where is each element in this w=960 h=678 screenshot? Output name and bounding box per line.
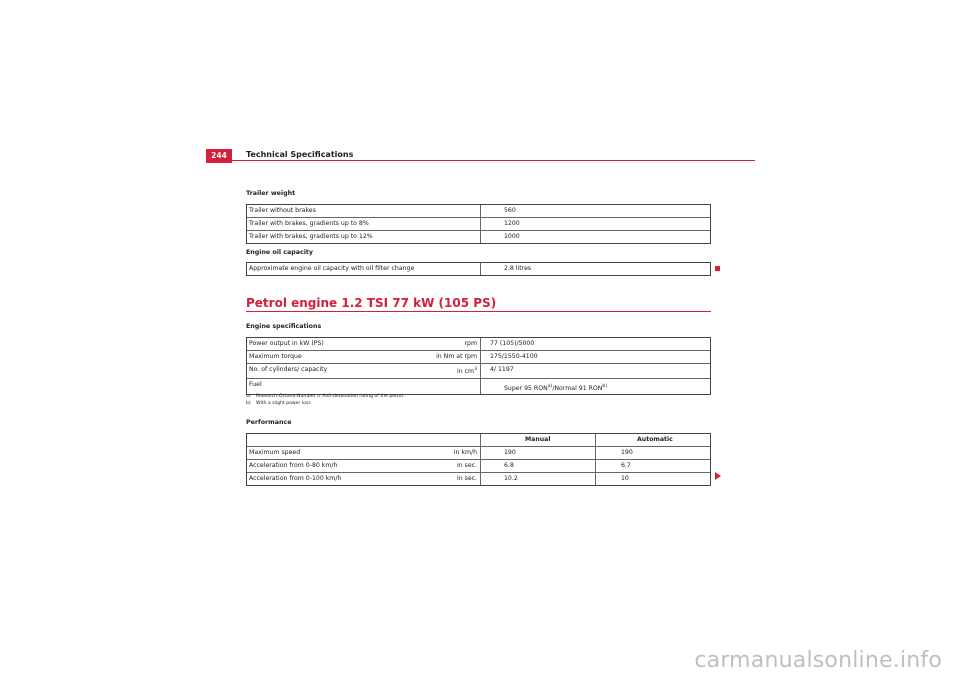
fuel-primary: Super 95 RON (504, 385, 548, 392)
row-label: Approximate engine oil capacity with oil filter change (249, 265, 415, 272)
performance-heading: Performance (246, 419, 292, 426)
footnote-text: Research-Octane-Number = Anti-detonation rating of the petrol. (256, 394, 405, 399)
row-unit (457, 366, 477, 378)
table-row (247, 446, 710, 459)
table-row (247, 263, 710, 275)
row-unit: in km/h (453, 449, 477, 456)
row-value: 4/ 1197 (490, 366, 514, 373)
table-row (247, 205, 710, 217)
table-row (247, 230, 710, 243)
footnote-ref-a: a) (547, 383, 553, 389)
automatic-value: 10 (621, 475, 629, 482)
row-value (504, 383, 607, 395)
watermark: carmanualsonline.info (694, 648, 942, 673)
table-row (247, 459, 710, 472)
row-label: No. of cylinders/ capacity (249, 366, 328, 373)
row-value: 560 (504, 207, 516, 214)
row-label: Acceleration from 0-80 km/h (249, 462, 338, 469)
automatic-value: 190 (621, 449, 633, 456)
engine-oil-table (246, 262, 711, 276)
engine-specs-table (246, 337, 711, 395)
footnote-ref-b: b) (602, 383, 608, 389)
row-value: 1000 (504, 233, 520, 240)
row-value: 175/1550-4100 (490, 353, 538, 360)
row-unit: in Nm at rpm (436, 353, 477, 360)
page-number: 244 (206, 149, 232, 163)
footnote-mark: a) (246, 394, 251, 399)
row-label: Trailer without brakes (249, 207, 316, 214)
performance-table (246, 433, 711, 486)
column-header-manual: Manual (525, 436, 551, 443)
manual-value: 6.8 (504, 462, 514, 469)
table-row (247, 350, 710, 363)
unit-superscript: 3 (474, 366, 477, 372)
trailer-weight-heading: Trailer weight (246, 190, 296, 197)
trailer-weight-table (246, 204, 711, 244)
row-unit: rpm (464, 340, 477, 347)
row-unit: in sec. (456, 475, 477, 482)
row-value: 77 (105)/5000 (490, 340, 535, 347)
fuel-alternative: /Normal 91 RON (552, 385, 603, 392)
footnote-text: With a slight power loss (256, 401, 311, 406)
table-row (247, 217, 710, 230)
manual-value: 190 (504, 449, 516, 456)
row-value: 1200 (504, 220, 520, 227)
row-value: 2.8 litres (504, 265, 532, 272)
page-header-title: Technical Specifications (246, 150, 354, 159)
row-label: Power output in kW (PS) (249, 340, 324, 347)
row-label: Acceleration from 0-100 km/h (249, 475, 342, 482)
footnote-mark: b) (246, 401, 251, 406)
section-rule (246, 311, 711, 312)
end-of-section-marker (715, 266, 720, 271)
row-label: Maximum torque (249, 353, 302, 360)
engine-oil-heading: Engine oil capacity (246, 249, 313, 256)
row-label: Maximum speed (249, 449, 301, 456)
continue-arrow-icon (715, 472, 721, 480)
automatic-value: 6.7 (621, 462, 631, 469)
table-row (247, 363, 710, 378)
footnote (246, 401, 311, 406)
table-row (247, 338, 710, 350)
manual-value: 10.2 (504, 475, 518, 482)
row-label: Trailer with brakes, gradients up to 8% (249, 220, 369, 227)
row-unit: in sec. (456, 462, 477, 469)
unit-text: in cm (457, 368, 475, 375)
row-label: Trailer with brakes, gradients up to 12% (249, 233, 373, 240)
engine-specs-heading: Engine specifications (246, 323, 322, 330)
footnote (246, 394, 404, 399)
table-row (247, 472, 710, 485)
row-label: Fuel (249, 381, 262, 388)
table-header-row (247, 434, 710, 446)
header-rule (206, 160, 755, 161)
section-title: Petrol engine 1.2 TSI 77 kW (105 PS) (246, 296, 497, 310)
table-row (247, 378, 710, 394)
column-header-automatic: Automatic (637, 436, 673, 443)
